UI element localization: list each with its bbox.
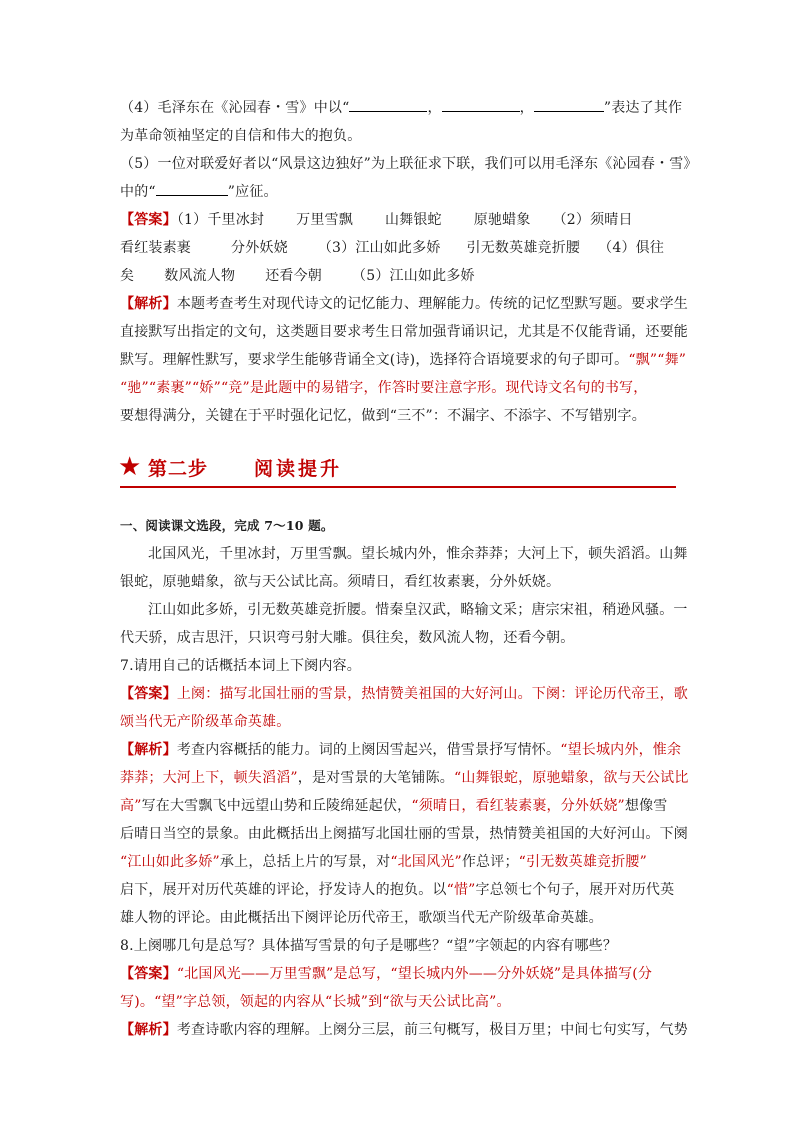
answer-text: 写)。 — [120, 994, 155, 1010]
analysis-quote: “山舞银蛇，原驰蜡象，欲与天公试比 — [453, 770, 689, 786]
analysis-text: 考查内容概括的能力。词的上阕因雪起兴，借雪景抒写情怀。 — [176, 742, 561, 758]
analysis-quote: “江山如此多娇” — [120, 854, 220, 870]
analysis-text: 启下，展开对历代英雄的评论，抒发诗人的抱负。以 — [120, 882, 447, 898]
answer-item: 分外妖娆 — [231, 240, 288, 256]
analysis-text: 承上，总括上片的写景，对 — [219, 854, 391, 870]
answer-1-row-3 — [120, 262, 676, 290]
answer-tag: 【答案】 — [120, 966, 177, 982]
analysis-7-line-5 — [120, 848, 676, 876]
analysis-text: 想像雪 — [624, 798, 668, 814]
section-divider — [120, 486, 676, 488]
answer-blank[interactable] — [156, 181, 228, 196]
analysis-1-line-5: 要想得满分，关键在于平时强化记忆，做到“三不”：不漏字、不添字、不写错别字。 — [120, 408, 646, 424]
analysis-7-line-2 — [120, 764, 689, 792]
answer-1-row-2 — [120, 234, 676, 262]
analysis-text: 字总领七个句子，展开对历代英 — [475, 882, 675, 898]
analysis-quote: 高” — [120, 798, 142, 814]
section-heading — [120, 440, 676, 498]
analysis-quote: “惜” — [446, 882, 476, 898]
analysis-quote: “望长城内外，惟余 — [560, 742, 682, 758]
analysis-1-line-1 — [120, 290, 689, 318]
analysis-7-line-7: 雄人物的评论。由此概括出下阕评论历代帝王，歌颂当代无产阶级革命英雄。 — [120, 910, 603, 926]
answer-quote: “北国风光——万里雪飘” — [176, 966, 334, 982]
comma: ， — [519, 100, 534, 116]
answer-item: 矣 — [120, 268, 135, 284]
answer-text: 是总写， — [333, 966, 391, 982]
analysis-tag: 【解析】 — [120, 296, 177, 312]
analysis-text: 写在大雪飘飞中远望山势和丘陵绵延起伏， — [141, 798, 412, 814]
answer-blank[interactable] — [349, 97, 427, 112]
answer-item: （5）江山如此多娇 — [352, 268, 475, 284]
analysis-1-line-3 — [120, 346, 687, 374]
answer-item: （1）千里冰封 — [176, 212, 265, 228]
answer-quote: “欲与天公试比高” — [382, 994, 497, 1010]
question-4-line-2: 为革命领袖坚定的自信和伟大的抱负。 — [120, 128, 362, 144]
analysis-1-line-4: “驰”“素裹”“娇”“竞”是此题中的易错字，作答时要注意字形。现代诗文名句的书写， — [120, 380, 648, 396]
answer-item: 万里雪飘 — [296, 212, 353, 228]
answer-item: （3）江山如此多娇 — [317, 240, 441, 256]
analysis-text: 作总评； — [461, 854, 519, 870]
answer-8-line-1 — [120, 960, 676, 988]
question-7: 7.请用自己的话概括本词上下阕内容。 — [120, 658, 361, 674]
passage-2-line-1: 江山如此多娇，引无数英雄竞折腰。惜秦皇汉武，略输文采；唐宗宋祖，稍逊风骚。一 — [148, 602, 688, 618]
analysis-quote: 莽莽；大河上下，顿失滔滔” — [120, 770, 298, 786]
analysis-tag: 【解析】 — [120, 742, 177, 758]
analysis-quote: “北国风光” — [390, 854, 462, 870]
section-subtitle: 阅读提升 — [254, 458, 343, 480]
comma: ， — [427, 100, 442, 116]
analysis-text: 考查诗歌内容的理解。上阕分三层，前三句概写，极目万里；中间七句实写，气势 — [176, 1022, 689, 1038]
analysis-7-line-6 — [120, 876, 676, 904]
section-title: 第二步 — [148, 458, 209, 480]
analysis-text: ，是对雪景的大笔铺陈。 — [297, 770, 454, 786]
analysis-quote: “引无数英雄竞折腰” — [518, 854, 647, 870]
question-5-line-1: （5）一位对联爱好者以“风景这边独好”为上联征求下联，我们可以用毛泽东《沁园春・雪》 — [120, 156, 698, 172]
answer-tag: 【答案】 — [120, 212, 177, 228]
answer-text: 到 — [368, 994, 383, 1010]
answer-quote: “望” — [154, 994, 183, 1010]
answer-item: 引无数英雄竞折腰 — [466, 240, 581, 256]
answer-item: 数风流人物 — [164, 268, 236, 284]
answer-item: （4）俱往 — [598, 240, 665, 256]
passage-1-line-1: 北国风光，千里冰封，万里雪飘。望长城内外，惟余莽莽；大河上下，顿失滔滔。山舞 — [148, 546, 688, 562]
analysis-1-line-2: 直接默写出指定的文句，这类题目要求考生日常加强背诵识记，尤其是不仅能背诵，还要能 — [120, 324, 688, 340]
question-4-suffix: ”表达了其作 — [603, 100, 683, 116]
analysis-quote: “须晴日，看红装素裹，分外妖娆” — [411, 798, 625, 814]
answer-7-line-1 — [120, 680, 689, 708]
question-8: 8.上阕哪几句是总写？具体描写雪景的句子是哪些？“望”字领起的内容有哪些？ — [120, 938, 618, 954]
answer-item: 还看今朝 — [265, 268, 323, 284]
analysis-tag: 【解析】 — [120, 1022, 177, 1038]
question-5-line-2 — [120, 178, 676, 206]
question-5-suffix: ”应征。 — [227, 184, 278, 200]
reading-heading: 一、阅读课文选段，完成 7～10 题。 — [120, 518, 334, 533]
analysis-7-line-4: 后晴日当空的景象。由此概括出上阕描写北国壮丽的雪景，热情赞美祖国的大好河山。下阕 — [120, 826, 688, 842]
analysis-8-line-1 — [120, 1016, 689, 1044]
question-4-line-1 — [120, 94, 683, 122]
answer-blank[interactable] — [442, 97, 520, 112]
question-4-prefix: （4）毛泽东在《沁园春・雪》中以“ — [120, 100, 350, 116]
document-page — [118, 94, 698, 1044]
passage-2-line-2: 代天骄，成吉思汗，只识弯弓射大雕。俱往矣，数风流人物，还看今朝。 — [120, 630, 575, 646]
question-5-prefix: 中的“ — [120, 184, 156, 200]
answer-1-row-1 — [120, 206, 676, 234]
answer-7-line-2: 颂当代无产阶级革命英雄。 — [120, 714, 291, 730]
answer-tag: 【答案】 — [120, 686, 177, 702]
answer-quote: “长城” — [324, 994, 369, 1010]
analysis-highlight: “飘”“舞” — [628, 352, 687, 368]
answer-quote: “望长城内外——分外妖娆” — [390, 966, 562, 982]
analysis-7-line-1 — [120, 736, 682, 764]
answer-item: 原驰蜡象 — [473, 212, 531, 228]
answer-8-line-2 — [120, 988, 676, 1016]
answer-text: 字总领，领起的内容从 — [182, 994, 325, 1010]
analysis-text: 本题考查考生对现代诗文的记忆能力、理解能力。传统的记忆型默写题。要求学生 — [176, 296, 689, 312]
answer-text: 是具体描写(分 — [561, 966, 653, 982]
answer-text: 上阕：描写北国壮丽的雪景，热情赞美祖国的大好河山。下阕：评论历代帝王，歌 — [176, 686, 689, 702]
analysis-text: 默写。理解性默写，要求学生能够背诵全文(诗)，选择符合语境要求的句子即可。 — [120, 352, 629, 368]
answer-item: 山舞银蛇 — [384, 212, 442, 228]
answer-item: 看红装素裹 — [120, 240, 191, 256]
answer-text: 。 — [496, 994, 511, 1010]
passage-1-line-2: 银蛇，原驰蜡象，欲与天公试比高。须晴日，看红妆素裹，分外妖娆。 — [120, 574, 561, 590]
answer-blank[interactable] — [534, 97, 604, 112]
analysis-7-line-3 — [120, 792, 676, 820]
star-icon: ★ — [118, 452, 142, 482]
answer-item: （2）须晴日 — [552, 212, 633, 228]
